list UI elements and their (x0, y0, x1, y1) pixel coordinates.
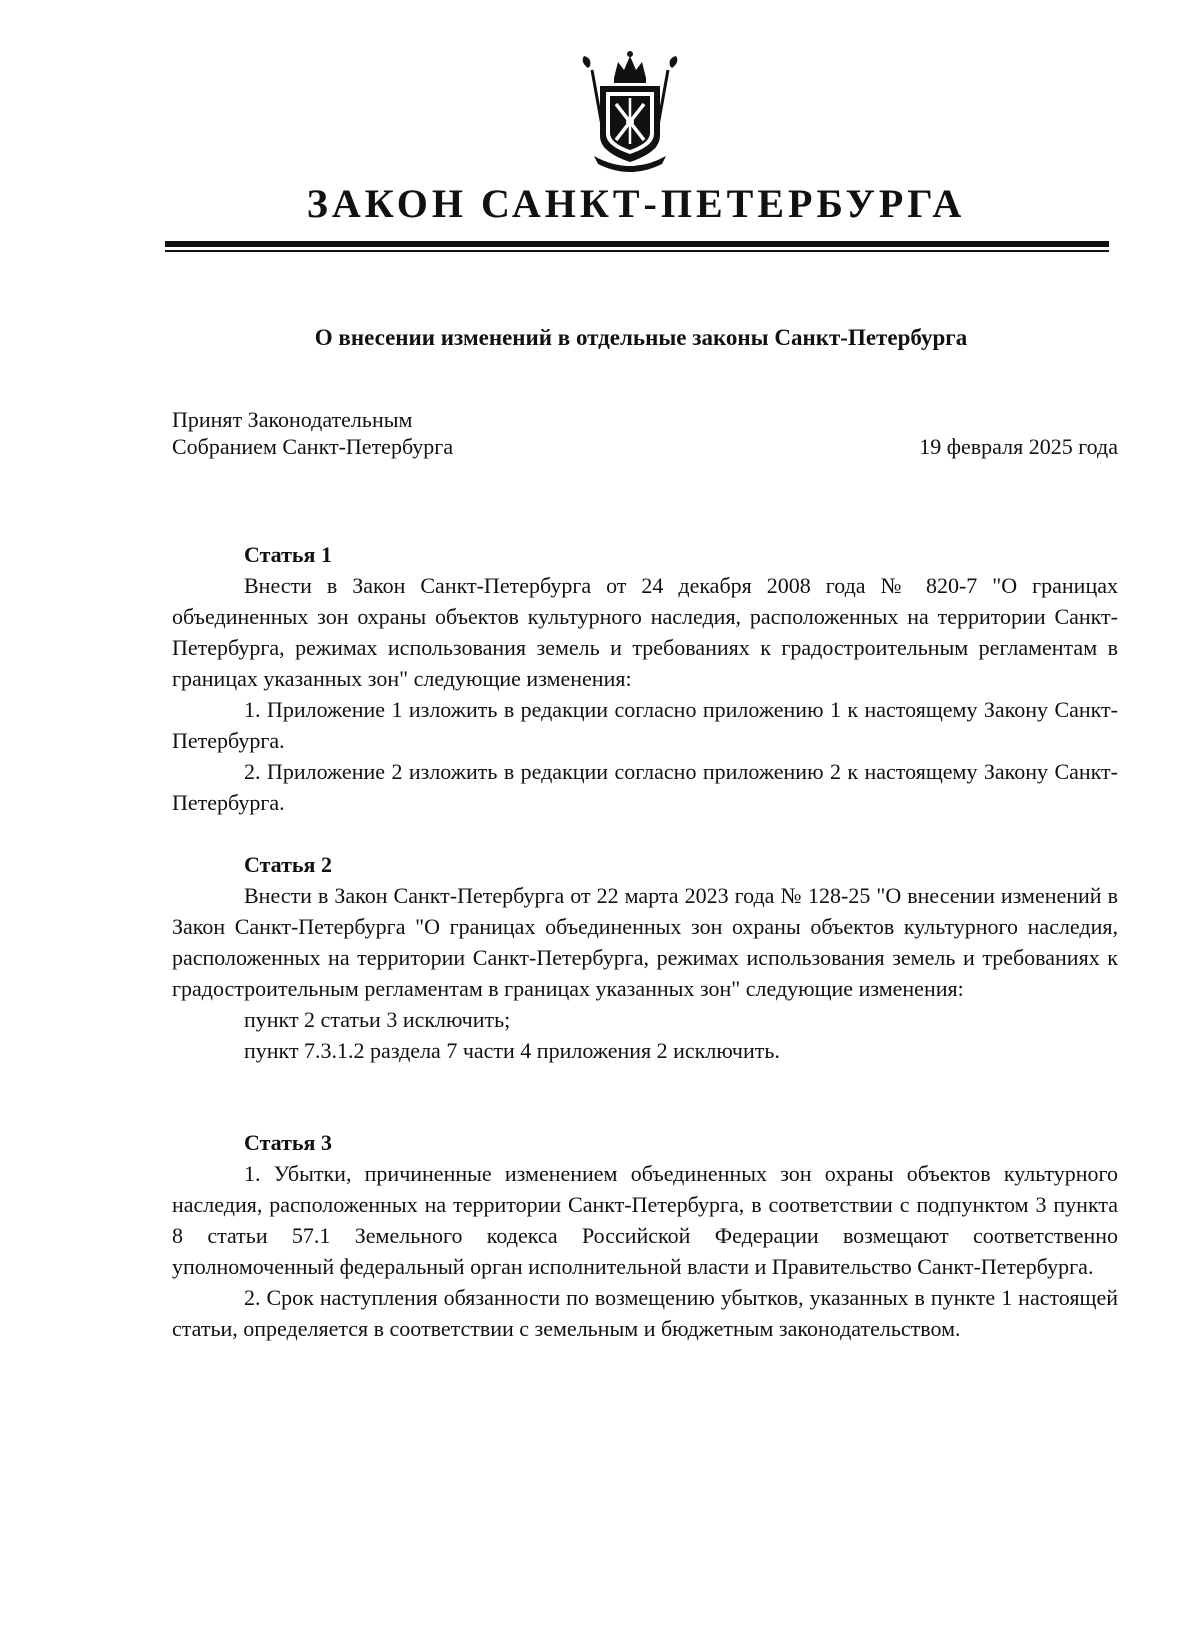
law-subtitle: О внесении изменений в отдельные законы Санкт-Петербурга (314, 325, 968, 350)
title-rule-thick (165, 241, 1109, 247)
article-title: Статья 1 (244, 542, 332, 567)
article-item: пункт 7.3.1.2 раздела 7 части 4 приложения 2 исключить. (244, 1038, 780, 1063)
article-3 (172, 1127, 1118, 1344)
article-paragraph: 2. Срок наступления обязанности по возмещению убытков, указанных в пункте 1 настоящей статьи, определяется в соответствии с земельным и бюджетным законодательством. (172, 1285, 1118, 1341)
adoption-line-1: Принят Законодательным (172, 407, 413, 432)
article-item: пункт 2 статьи 3 исключить; (244, 1007, 511, 1032)
article-paragraph: 1. Убытки, причиненные изменением объединенных зон охраны объектов культурного наследия, расположенных на территории Санкт-Петербурга, в соответствии с подпунктом 3 пункта 8 статьи 57.1 Земельного кодекса Российской Федерации возмещают соответственно уполномоченный федеральный орган исполнительной власти и Правительство Санкт-Петербурга. (172, 1161, 1118, 1279)
adoption-statement (172, 406, 453, 460)
adoption-date: 19 февраля 2025 года (919, 434, 1118, 459)
article-1 (172, 539, 1118, 818)
title-rule-thin (165, 250, 1109, 252)
article-2 (172, 849, 1118, 1066)
article-paragraph: 1. Приложение 1 изложить в редакции согласно приложению 1 к настоящему Закону Санкт-Петербурга. (172, 697, 1118, 753)
coat-of-arms-emblem (570, 48, 690, 176)
article-title: Статья 2 (244, 852, 332, 877)
law-title: ЗАКОН САНКТ-ПЕТЕРБУРГА (306, 181, 966, 226)
article-paragraph: 2. Приложение 2 изложить в редакции согласно приложению 2 к настоящему Закону Санкт-Петербурга. (172, 759, 1118, 815)
article-paragraph: Внести в Закон Санкт-Петербурга от 22 марта 2023 года № 128-25 "О внесении изменений в Закон Санкт-Петербурга "О границах объединенных зон охраны объектов культурного наследия, расположенных на территории Санкт-Петербурга, режимах использования земель и требованиях к градостроительным регламентам в границах указанных зон" следующие изменения: (172, 883, 1118, 1001)
adoption-line-2: Собранием Санкт-Петербурга (172, 434, 454, 459)
article-paragraph: Внести в Закон Санкт-Петербурга от 24 декабря 2008 года № 820-7 "О границах объединенных зон охраны объектов культурного наследия, расположенных на территории Санкт-Петербурга, режимах использования земель и требованиях к градостроительным регламентам в границах указанных зон" следующие изменения: (172, 573, 1118, 691)
article-title: Статья 3 (244, 1130, 332, 1155)
